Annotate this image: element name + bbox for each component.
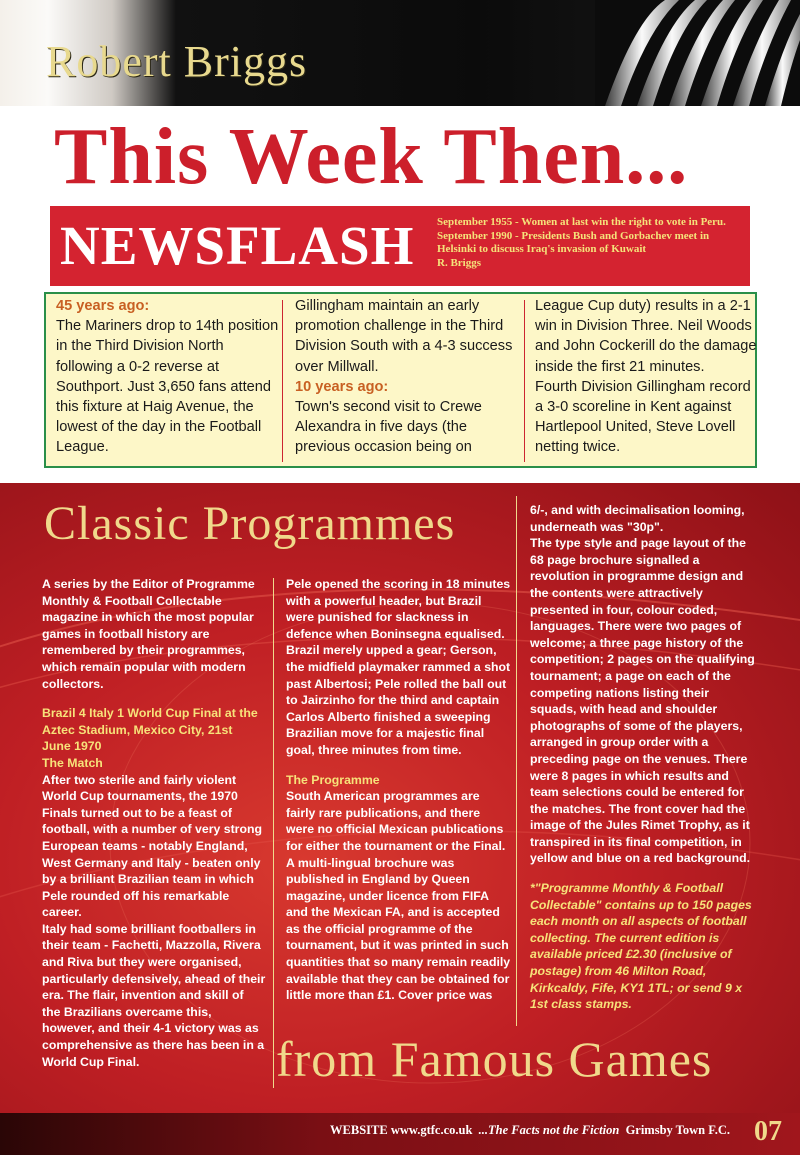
text-line: image of the Jules Rimet Trophy, as it xyxy=(530,818,750,833)
text-line: their team - Fachetti, Mazzolla, Rivera xyxy=(42,938,261,953)
text-line: underneath was "30p". xyxy=(530,519,664,534)
this-week-col-3 xyxy=(535,296,756,458)
text-line: which remain popular with modern xyxy=(42,659,246,674)
text-line: languages. There were two pages of xyxy=(530,619,742,634)
text-line: the Brazilians overcame this, xyxy=(42,1004,212,1019)
text-line: win in Division Three. Neil Woods xyxy=(535,318,752,335)
text-line: squads, with head and shoulder xyxy=(530,702,718,717)
text-line: competing nations listing their xyxy=(530,685,709,700)
text-line: games in football history are xyxy=(42,626,210,641)
text-line: Pele rounded off his remarkable xyxy=(42,888,230,903)
text-line: Gillingham maintain an early xyxy=(295,298,480,314)
section-heading: The Programme xyxy=(286,772,380,787)
newsflash-line: September 1955 - Women at last win the right to vote in Peru. xyxy=(437,216,726,228)
text-line: World Cup tournaments, the 1970 xyxy=(42,789,238,804)
text-line: yellow and blue on a red background. xyxy=(530,851,751,866)
text-line: career. xyxy=(42,905,82,920)
website-link[interactable]: www.gtfc.co.uk xyxy=(390,1123,473,1137)
footnote-line: 1st class stamps. xyxy=(530,997,632,1012)
text-line: preceding page on the venues. There xyxy=(530,751,748,766)
text-line: previous occasion being on xyxy=(295,439,472,456)
text-line: A series by the Editor of Programme xyxy=(42,577,255,591)
text-line: remembered by their programmes, xyxy=(42,643,245,658)
text-line: photographs of some of the players, xyxy=(530,718,743,733)
newsflash-notes xyxy=(437,216,743,270)
section-heading: The Match xyxy=(42,755,103,770)
text-line: Pele opened the scoring in 18 minutes xyxy=(286,577,511,591)
match-heading: Brazil 4 Italy 1 World Cup Final at the xyxy=(42,706,258,721)
text-line: as the official programme of the xyxy=(286,921,473,936)
footnote-line: each month on all aspects of football xyxy=(530,914,747,929)
text-line: for either the tournament or the Final. xyxy=(286,838,506,853)
text-line: After two sterile and fairly violent xyxy=(42,772,237,787)
text-line: particularly defensively, ahead of their xyxy=(42,971,266,986)
footer-text xyxy=(330,1123,730,1138)
text-line: this fixture at Haig Avenue, the xyxy=(56,399,254,416)
text-line: transpired in its final competition, in xyxy=(530,834,742,849)
text-line: netting twice. xyxy=(535,439,621,456)
text-line: Fourth Division Gillingham record xyxy=(535,378,751,395)
column-divider xyxy=(273,578,274,1088)
article-col-2 xyxy=(286,576,510,1004)
text-line: collectors. xyxy=(42,676,104,691)
text-line: promotion challenge in the Third xyxy=(295,318,504,335)
text-line: little more than £1. Cover price was xyxy=(286,988,493,1003)
text-line: The Mariners drop to 14th position xyxy=(56,318,279,335)
text-line: were 8 pages in which results and xyxy=(530,768,729,783)
text-line: competition; 2 pages on the qualifying xyxy=(530,652,755,667)
text-line: available that they can be obtained for xyxy=(286,971,510,986)
text-line: tournament, but it was printed in such xyxy=(286,938,509,953)
text-line: European teams - notably England, xyxy=(42,838,248,853)
newsflash-byline: R. Briggs xyxy=(437,256,481,269)
text-line: were punished for slackness in xyxy=(286,610,469,625)
text-line: by a brilliant Brazilian team in which xyxy=(42,872,254,887)
club-name: Grimsby Town F.C. xyxy=(625,1123,730,1137)
text-line: the contents were attractively xyxy=(530,585,703,600)
footnote-line: postage) from 46 Milton Road, xyxy=(530,964,707,979)
text-line: presented in four, colour coded, xyxy=(530,602,718,617)
famous-games-title: from Famous Games xyxy=(276,1031,713,1087)
text-line: the midfield playmaker rammed a shot xyxy=(286,659,511,674)
text-line: published in England by Queen xyxy=(286,872,470,887)
text-line: and the Mexican FA, and is accepted xyxy=(286,905,500,920)
author-name: Robert Briggs xyxy=(46,37,308,86)
text-line: Southport. Just 3,650 fans attend xyxy=(56,378,272,395)
footnote-line: Kirkcaldy, Fife, KY1 1TL; or send 9 x xyxy=(530,980,743,995)
text-line: Division South with a 4-3 success xyxy=(295,338,513,355)
text-line: 6/-, and with decimalisation looming, xyxy=(530,503,745,517)
match-heading: June 1970 xyxy=(42,739,102,754)
text-line: League Cup duty) results in a 2-1 xyxy=(535,298,751,314)
text-line: defence when Boninsegna equalised. xyxy=(286,626,505,641)
text-line: arranged in group order with a xyxy=(530,735,709,750)
text-line: Alexandra in five days (the xyxy=(295,419,467,436)
text-line: Brazil merely upped a gear; Gerson, xyxy=(286,643,497,658)
footnote-line: Collectable" contains up to 150 pages xyxy=(530,897,752,912)
text-line: with a powerful header, but Brazil xyxy=(286,593,482,608)
text-line: team selections could be entered for xyxy=(530,785,744,800)
text-line: over Millwall. xyxy=(295,358,379,375)
section-heading: 45 years ago: xyxy=(56,298,150,314)
text-line: League. xyxy=(56,439,109,456)
text-line: South American programmes are xyxy=(286,789,480,804)
text-line: revolution in programme design and xyxy=(530,569,744,584)
text-line: following a 0-2 reverse at xyxy=(56,358,220,375)
text-line: a 3-0 scoreline in Kent against xyxy=(535,399,732,416)
column-divider xyxy=(516,496,517,1026)
newsflash-line: Helsinki to discuss Iraq's invasion of Kuwait xyxy=(437,243,647,255)
text-line: in the Third Division North xyxy=(56,338,224,355)
column-divider xyxy=(282,300,283,462)
header-banner xyxy=(0,0,800,106)
page-footer xyxy=(0,1113,800,1155)
text-line: fairly rare publications, and there xyxy=(286,805,481,820)
text-line: Town's second visit to Crewe xyxy=(295,399,482,416)
newsflash-line: September 1990 - Presidents Bush and Gorbachev meet in xyxy=(437,229,710,242)
text-line: magazine in which the most popular xyxy=(42,610,254,625)
newsflash-title: NEWSFLASH xyxy=(60,215,415,276)
text-line: Carlos Alberto finished a sweeping xyxy=(286,709,491,724)
article-col-3 xyxy=(530,502,755,1013)
text-line: however, and their 4-1 victory was as xyxy=(42,1021,259,1036)
text-line: A multi-lingual brochure was xyxy=(286,855,455,870)
text-line: were no official Mexican publications xyxy=(286,822,504,837)
text-line: magazine, under licence from FIFA xyxy=(286,888,489,903)
newsflash-bar xyxy=(50,206,750,286)
match-heading: Aztec Stadium, Mexico City, 21st xyxy=(42,722,233,737)
this-week-box xyxy=(44,292,757,468)
text-line: and John Cockerill do the damage xyxy=(535,338,757,355)
text-line: past Albertosi; Pele rolled the ball out xyxy=(286,676,507,691)
footer-tagline: ...The Facts not the Fiction xyxy=(478,1123,620,1137)
text-line: football, with a number of very strong xyxy=(42,822,262,837)
text-line: Finals turned out to be a feast of xyxy=(42,805,232,820)
text-line: welcome; a three page history of the xyxy=(530,635,744,650)
text-line: Brazilian move for a majestic final xyxy=(286,726,485,741)
text-line: era. The flair, invention and skill of xyxy=(42,988,244,1003)
text-line: Monthly & Football Collectable xyxy=(42,593,222,608)
page-headline: This Week Then... xyxy=(54,113,689,201)
text-line: Hartlepool United, Steve Lovell xyxy=(535,419,736,436)
text-line: and Riva but they were organised, xyxy=(42,955,242,970)
text-line: tournament; a page on each of the xyxy=(530,668,731,683)
section-heading: 10 years ago: xyxy=(295,378,389,395)
footnote-line: collecting. The current edition is xyxy=(530,930,720,945)
article-col-1 xyxy=(42,576,265,1070)
text-line: West Germany and Italy - beaten only xyxy=(42,855,261,870)
column-divider xyxy=(524,300,525,462)
classic-programmes-title: Classic Programmes xyxy=(44,497,456,550)
text-line: quantities that so many remain readily xyxy=(286,955,511,970)
this-week-col-1 xyxy=(56,296,278,458)
text-line: inside the first 21 minutes. xyxy=(535,358,705,375)
text-line: comprehensive as there has been in a xyxy=(42,1038,265,1053)
text-line: lowest of the day in the Football xyxy=(56,419,262,436)
website-label: WEBSITE xyxy=(330,1123,388,1137)
footnote-line: available priced £2.30 (inclusive of xyxy=(530,947,732,962)
footnote-line: *"Programme Monthly & Football xyxy=(530,881,724,896)
text-line: goal, three minutes from time. xyxy=(286,742,462,757)
text-line: The type style and page layout of the xyxy=(530,536,746,551)
this-week-col-2 xyxy=(295,296,512,458)
text-line: 68 page brochure signalled a xyxy=(530,552,700,567)
text-line: the matches. The front cover had the xyxy=(530,801,746,816)
text-line: to Jairzinho for the third and captain xyxy=(286,693,500,708)
text-line: Italy had some brilliant footballers in xyxy=(42,921,256,936)
page-number: 07 xyxy=(754,1116,782,1147)
text-line: World Cup Final. xyxy=(42,1054,140,1069)
stripes-graphic xyxy=(595,0,800,106)
